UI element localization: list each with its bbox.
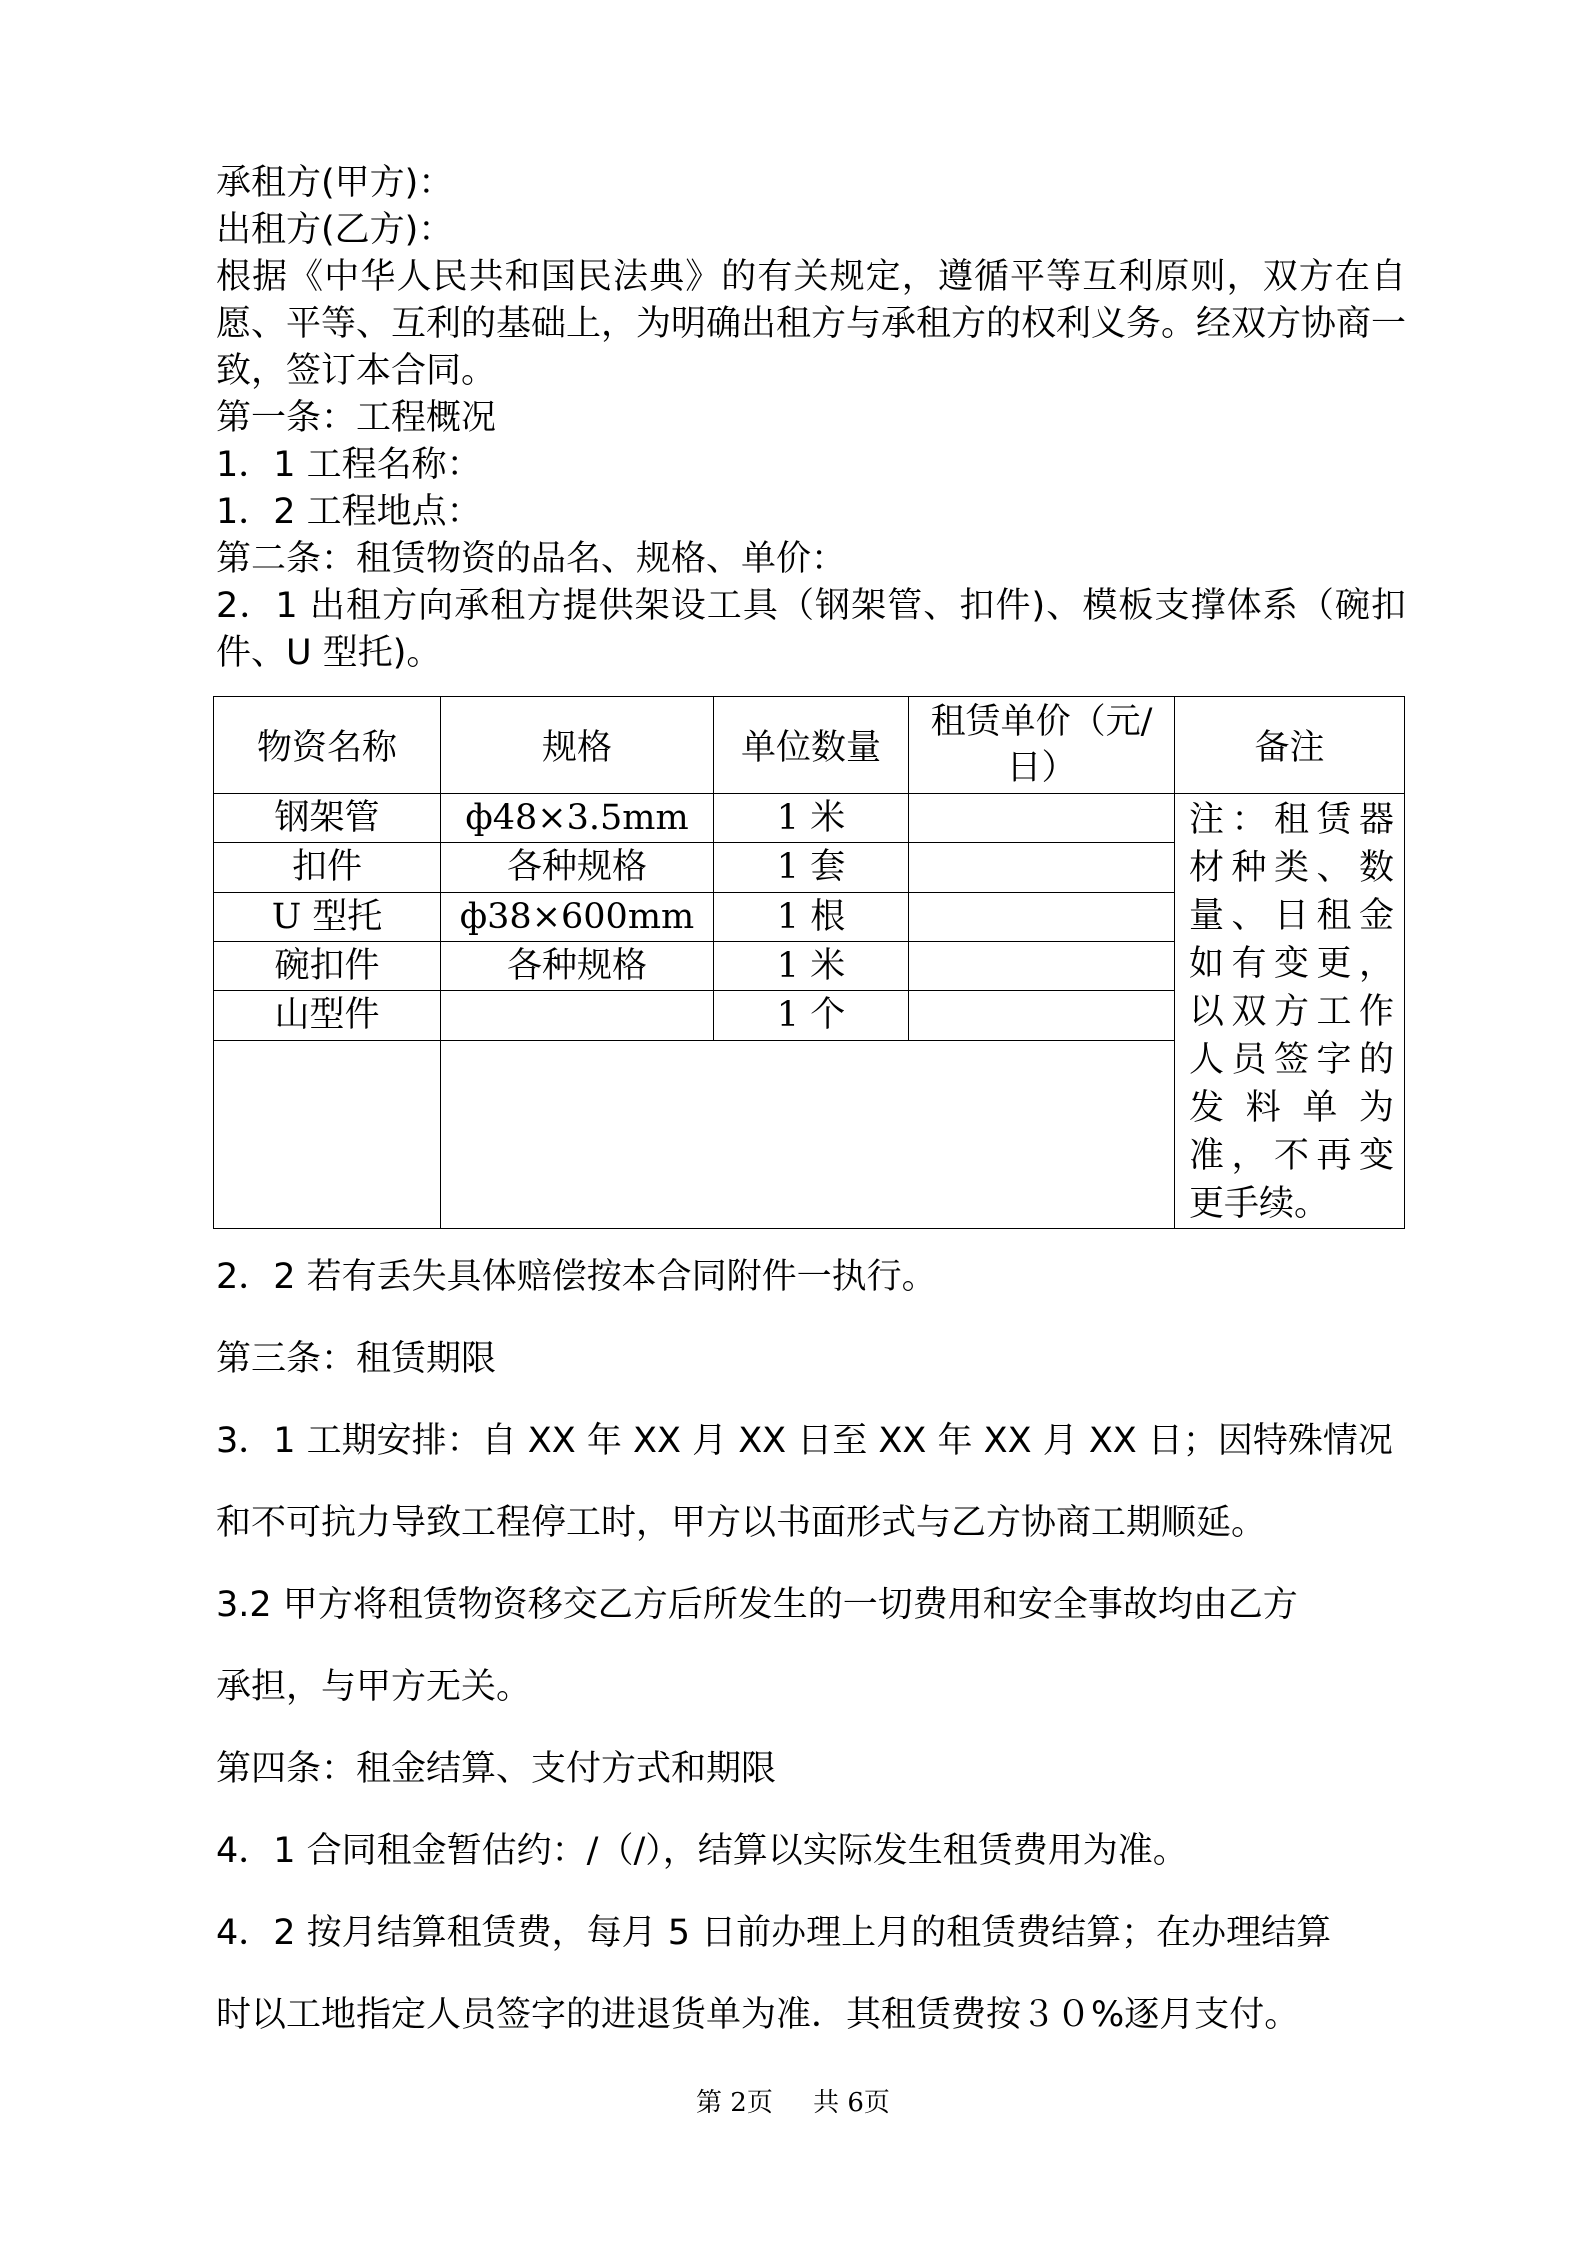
page-footer	[0, 2082, 1586, 2119]
article3-item2-line2: 承担，与甲方无关。	[216, 1667, 532, 1707]
article4-item2-line1: 4．2 按月结算租赁费，每月 5 日前办理上月的租赁费结算；在办理结算	[216, 1913, 1332, 1953]
cell-spec: 各种规格	[441, 941, 714, 990]
header-cell-name: 物资名称	[214, 697, 441, 794]
cell-spec: ф48×3.5mm	[441, 794, 714, 843]
article3-item1-line1: 3．1 工期安排：自 XX 年 XX 月 XX 日至 XX 年 XX 月 XX 日；因特殊情况	[216, 1421, 1393, 1461]
cell-unit: 1 根	[714, 892, 909, 941]
header-cell-price: 租赁单价（元/日）	[909, 697, 1175, 794]
header-cell-remark: 备注	[1175, 697, 1405, 794]
cell-unit: 1 套	[714, 843, 909, 892]
article2-item1: 2．1 出租方向承租方提供架设工具（钢架管、扣件)、模板支撑体系（碗扣件、U 型托)。	[216, 586, 1406, 673]
article2-item2: 2．2 若有丢失具体赔偿按本合同附件一执行。	[216, 1257, 937, 1297]
page-total: 共 6页	[813, 2088, 890, 2118]
blank-cell	[214, 1040, 441, 1228]
article4-title: 第四条：租金结算、支付方式和期限	[216, 1749, 777, 1789]
article3-item2-line1: 3.2 甲方将租赁物资移交乙方后所发生的一切费用和安全事故均由乙方	[216, 1585, 1298, 1625]
lessee-line: 承租方(甲方)：	[216, 163, 454, 203]
remark-cell: 注：租赁器材种类、数量、日租金如有变更，以双方工作人员签字的发料单为准，不再变更手续。	[1175, 794, 1405, 1229]
rental-goods-table	[213, 696, 1405, 1229]
project-name-line: 1．1 工程名称：	[216, 445, 482, 485]
cell-price	[909, 941, 1175, 990]
page-number: 第 2页	[696, 2088, 773, 2118]
article2-title: 第二条：租赁物资的品名、规格、单价：	[216, 539, 847, 579]
project-location-line: 1．2 工程地点：	[216, 492, 482, 532]
article4-item1: 4．1 合同租金暂估约：/（/），结算以实际发生租赁费用为准。	[216, 1831, 1188, 1871]
cell-unit: 1 米	[714, 941, 909, 990]
cell-unit: 1 个	[714, 991, 909, 1040]
contract-body-lower	[216, 1236, 1406, 2056]
cell-name: 山型件	[214, 991, 441, 1040]
cell-name: 扣件	[214, 843, 441, 892]
cell-name: 钢架管	[214, 794, 441, 843]
header-cell-spec: 规格	[441, 697, 714, 794]
cell-unit: 1 米	[714, 794, 909, 843]
cell-spec	[441, 991, 714, 1040]
article1-title: 第一条：工程概况	[216, 398, 497, 438]
article3-title: 第三条：租赁期限	[216, 1339, 497, 1379]
cell-price	[909, 991, 1175, 1040]
cell-price	[909, 892, 1175, 941]
table-row	[214, 794, 1405, 843]
cell-price	[909, 843, 1175, 892]
header-cell-unit: 单位数量	[714, 697, 909, 794]
contract-header-section	[216, 160, 1406, 677]
cell-price	[909, 794, 1175, 843]
preamble-paragraph: 根据《中华人民共和国民法典》的有关规定，遵循平等互利原则，双方在自愿、平等、互利的基础上，为明确出租方与承租方的权利义务。经双方协商一致，签订本合同。	[216, 257, 1407, 391]
article4-item2-line2: 时以工地指定人员签字的进退货单为准．其租赁费按３０%逐月支付。	[216, 1995, 1300, 2035]
lessor-line: 出租方(乙方)：	[216, 210, 454, 250]
cell-name: U 型托	[214, 892, 441, 941]
table-header-row	[214, 697, 1405, 794]
blank-merged-cell	[441, 1040, 1175, 1228]
cell-spec: ф38×600mm	[441, 892, 714, 941]
cell-spec: 各种规格	[441, 843, 714, 892]
article3-item1-line2: 和不可抗力导致工程停工时，甲方以书面形式与乙方协商工期顺延。	[216, 1503, 1267, 1543]
cell-name: 碗扣件	[214, 941, 441, 990]
